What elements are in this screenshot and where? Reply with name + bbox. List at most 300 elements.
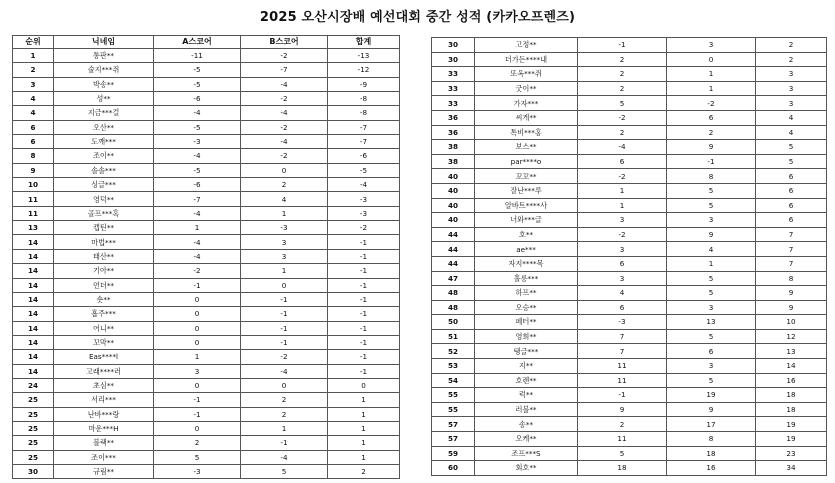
rank-cell: 40 [432,198,475,213]
b-score-cell: 1 [241,421,328,435]
table-row [13,464,400,478]
total-cell: 7 [756,256,827,271]
nickname-cell: 마법*** [54,235,154,249]
rank-cell: 25 [13,393,54,407]
rank-cell: 3 [13,77,54,91]
rank-cell: 52 [432,344,475,359]
a-score-cell: 2 [578,81,667,96]
b-score-cell: -2 [241,92,328,106]
nickname-cell: 오산** [54,120,154,134]
rank-cell: 14 [13,321,54,335]
table-row [432,315,827,330]
rank-cell: 57 [432,417,475,432]
total-cell: 18 [756,388,827,403]
b-score-cell: -3 [241,221,328,235]
table-row [13,221,400,235]
rank-cell: 8 [13,149,54,163]
b-score-cell: 8 [667,169,756,184]
total-cell: -1 [328,235,400,249]
a-score-cell: 11 [578,373,667,388]
b-score-cell: 5 [667,271,756,286]
table-row [432,81,827,96]
a-score-cell: 9 [578,402,667,417]
total-cell: -1 [328,321,400,335]
rank-cell: 57 [432,432,475,447]
a-score-cell: 1 [578,198,667,213]
b-score-cell: 1 [241,206,328,220]
a-score-cell: 11 [578,432,667,447]
nickname-cell: 알바트****사 [475,198,578,213]
total-cell: 8 [756,271,827,286]
table-row [432,329,827,344]
a-score-cell: 4 [578,286,667,301]
b-score-cell: 19 [667,388,756,403]
table-row [13,92,400,106]
b-score-cell: -1 [241,436,328,450]
score-table-left [12,35,400,479]
rank-cell: 11 [13,206,54,220]
b-score-cell: 8 [667,432,756,447]
total-cell: -1 [328,264,400,278]
table-row [432,344,827,359]
nickname-cell: 오승** [475,300,578,315]
table-row [13,235,400,249]
nickname-cell: 싱글*** [54,178,154,192]
rank-cell: 40 [432,169,475,184]
rank-cell: 14 [13,292,54,306]
a-score-cell: 1 [578,183,667,198]
table-row [13,163,400,177]
table-row [13,364,400,378]
nickname-cell: 도깨*** [54,135,154,149]
page-title: 2025 오산시장배 예선대회 중간 성적 (카카오프렌즈) [259,10,576,25]
nickname-cell: 태산** [54,249,154,263]
total-cell: -6 [328,149,400,163]
nickname-cell: 페터** [475,315,578,330]
rank-cell: 36 [432,125,475,140]
nickname-cell: 골프***혹 [54,206,154,220]
b-score-cell: 9 [667,140,756,155]
table-row [432,271,827,286]
a-score-cell: 7 [578,329,667,344]
total-cell: 6 [756,198,827,213]
total-cell: -1 [328,335,400,349]
b-score-cell: -4 [241,364,328,378]
rank-cell: 14 [13,335,54,349]
a-score-cell: 1 [154,221,241,235]
nickname-cell: 하프** [475,286,578,301]
rank-cell: 14 [13,249,54,263]
rank-cell: 44 [432,242,475,257]
header-nickname: 닉네임 [54,36,154,49]
a-score-cell: -7 [154,192,241,206]
a-score-cell: 3 [578,242,667,257]
b-score-cell: 13 [667,315,756,330]
total-cell: 1 [328,393,400,407]
total-cell: 3 [756,81,827,96]
rank-cell: 44 [432,256,475,271]
nickname-cell: ae*** [475,242,578,257]
total-cell: -3 [328,206,400,220]
table-row [432,110,827,125]
header-row [13,36,400,49]
b-score-cell: 6 [667,110,756,125]
table-row [13,393,400,407]
b-score-cell: -4 [241,106,328,120]
b-score-cell: -7 [241,63,328,77]
total-cell: 19 [756,432,827,447]
rank-cell: 40 [432,183,475,198]
rank-cell: 55 [432,388,475,403]
a-score-cell: 18 [578,461,667,476]
rank-cell: 14 [13,264,54,278]
total-cell: 19 [756,417,827,432]
rank-cell: 54 [432,373,475,388]
b-score-cell: -1 [241,292,328,306]
rank-cell: 30 [13,464,54,478]
b-score-cell: 2 [241,178,328,192]
rank-cell: 4 [13,106,54,120]
total-cell: 14 [756,359,827,374]
rank-cell: 25 [13,450,54,464]
rank-cell: 11 [13,192,54,206]
b-score-cell: 2 [241,407,328,421]
b-score-cell: -2 [241,350,328,364]
rank-cell: 1 [13,49,54,63]
table-row [13,149,400,163]
nickname-cell: 조이*** [54,450,154,464]
table-row [432,373,827,388]
nickname-cell: 기아** [54,264,154,278]
rank-cell: 36 [432,110,475,125]
rank-cell: 59 [432,446,475,461]
b-score-cell: 5 [241,464,328,478]
table-row [13,335,400,349]
table-row [432,125,827,140]
a-score-cell: -4 [154,149,241,163]
table-row [13,249,400,263]
b-score-cell: 1 [241,264,328,278]
a-score-cell: -4 [154,206,241,220]
total-cell: 6 [756,213,827,228]
table-row [432,461,827,476]
header-total: 합계 [328,36,400,49]
b-score-cell: -1 [241,321,328,335]
table-row [13,278,400,292]
nickname-cell: 흡주*** [54,307,154,321]
table-row [432,227,827,242]
rank-cell: 55 [432,402,475,417]
table-row [13,307,400,321]
total-cell: -8 [328,92,400,106]
a-score-cell: 6 [578,256,667,271]
nickname-cell: 고정** [475,38,578,53]
total-cell: -1 [328,307,400,321]
a-score-cell: -5 [154,120,241,134]
total-cell: -1 [328,249,400,263]
a-score-cell: 2 [578,125,667,140]
a-score-cell: 3 [578,271,667,286]
table-row [13,407,400,421]
rank-cell: 25 [13,421,54,435]
total-cell: 18 [756,402,827,417]
nickname-cell: 숏** [54,292,154,306]
a-score-cell: -3 [578,315,667,330]
b-score-cell: 1 [667,81,756,96]
rank-cell: 24 [13,378,54,392]
a-score-cell: 6 [578,300,667,315]
total-cell: 5 [756,154,827,169]
table-row [13,206,400,220]
nickname-cell: 초심** [54,378,154,392]
total-cell: -1 [328,350,400,364]
total-cell: -3 [328,192,400,206]
rank-cell: 14 [13,350,54,364]
nickname-cell: Eas****l [54,350,154,364]
b-score-cell: 9 [667,227,756,242]
b-score-cell: 1 [667,67,756,82]
a-score-cell: -2 [578,110,667,125]
a-score-cell: -2 [154,264,241,278]
rank-cell: 60 [432,461,475,476]
rank-cell: 6 [13,135,54,149]
nickname-cell: 지금***걸 [54,106,154,120]
b-score-cell: 2 [241,393,328,407]
table-row [13,264,400,278]
a-score-cell: -4 [578,140,667,155]
rank-cell: 38 [432,154,475,169]
nickname-cell: 술지***쥐 [54,63,154,77]
table-row [432,432,827,447]
nickname-cell: 톡비***홍 [475,125,578,140]
table-row [13,63,400,77]
nickname-cell: 조프***S [475,446,578,461]
table-row [432,242,827,257]
table-row [432,213,827,228]
rank-cell: 4 [13,92,54,106]
table-row [13,120,400,134]
b-score-cell: 3 [667,38,756,53]
table-row [13,192,400,206]
rank-cell: 10 [13,178,54,192]
b-score-cell: 0 [241,278,328,292]
table-row [432,52,827,67]
table-row [432,140,827,155]
total-cell: 34 [756,461,827,476]
table-row [432,256,827,271]
table-row [13,436,400,450]
total-cell: 1 [328,407,400,421]
total-cell: 7 [756,227,827,242]
a-score-cell: 6 [578,154,667,169]
b-score-cell: 4 [241,192,328,206]
a-score-cell: -5 [154,63,241,77]
rank-cell: 33 [432,67,475,82]
a-score-cell: 1 [154,350,241,364]
nickname-cell: 성** [54,92,154,106]
nickname-cell: 또옥***쥐 [475,67,578,82]
nickname-cell: 어니** [54,321,154,335]
b-score-cell: 0 [241,378,328,392]
b-score-cell: 0 [667,52,756,67]
total-cell: 6 [756,183,827,198]
a-score-cell: 7 [578,344,667,359]
rank-cell: 40 [432,213,475,228]
a-score-cell: -4 [154,249,241,263]
score-table-right [431,37,827,476]
table-row [13,135,400,149]
a-score-cell: 0 [154,378,241,392]
b-score-cell: -4 [241,77,328,91]
b-score-cell: 5 [667,198,756,213]
b-score-cell: 3 [667,359,756,374]
total-cell: 7 [756,242,827,257]
b-score-cell: 6 [667,344,756,359]
nickname-cell: 솔솔*** [54,163,154,177]
rank-cell: 14 [13,307,54,321]
nickname-cell: 잘난***루 [475,183,578,198]
total-cell: 9 [756,300,827,315]
rank-cell: 13 [13,221,54,235]
table-row [13,378,400,392]
rank-cell: 47 [432,271,475,286]
a-score-cell: 0 [154,321,241,335]
nickname-cell: 블랙** [54,436,154,450]
total-cell: -2 [328,221,400,235]
a-score-cell: -1 [578,388,667,403]
a-score-cell: 5 [154,450,241,464]
table-row [13,350,400,364]
table-row [13,421,400,435]
a-score-cell: -6 [154,92,241,106]
table-row [432,169,827,184]
rank-cell: 14 [13,364,54,378]
a-score-cell: -1 [578,38,667,53]
a-score-cell: 0 [154,292,241,306]
b-score-cell: -1 [667,154,756,169]
total-cell: -13 [328,49,400,63]
a-score-cell: -6 [154,178,241,192]
nickname-cell: 영덕** [54,192,154,206]
b-score-cell: -2 [241,120,328,134]
table-row [13,450,400,464]
rank-cell: 14 [13,278,54,292]
a-score-cell: 2 [578,52,667,67]
total-cell: 13 [756,344,827,359]
b-score-cell: 16 [667,461,756,476]
nickname-cell: 자지****목 [475,256,578,271]
nickname-cell: 규림** [54,464,154,478]
nickname-cell: 탱글*** [475,344,578,359]
table-row [13,178,400,192]
header-a-score: A스코어 [154,36,241,49]
total-cell: 12 [756,329,827,344]
a-score-cell: 2 [578,67,667,82]
table-row [13,77,400,91]
nickname-cell: 캡틴** [54,221,154,235]
nickname-cell: 난바***랑 [54,407,154,421]
a-score-cell: 3 [578,213,667,228]
rank-cell: 6 [13,120,54,134]
nickname-cell: 송** [475,417,578,432]
table-row [13,292,400,306]
b-score-cell: 0 [241,163,328,177]
total-cell: 1 [328,450,400,464]
nickname-cell: 오케** [475,432,578,447]
total-cell: 1 [328,421,400,435]
a-score-cell: -4 [154,106,241,120]
b-score-cell: 5 [667,329,756,344]
total-cell: 1 [328,436,400,450]
b-score-cell: 1 [667,256,756,271]
b-score-cell: -2 [241,149,328,163]
table-row [432,183,827,198]
nickname-cell: 통판** [54,49,154,63]
a-score-cell: -3 [154,135,241,149]
a-score-cell: -1 [154,407,241,421]
table-row [13,106,400,120]
rank-cell: 51 [432,329,475,344]
nickname-cell: 굿이** [475,81,578,96]
total-cell: 6 [756,169,827,184]
total-cell: 5 [756,140,827,155]
total-cell: -1 [328,278,400,292]
total-cell: -4 [328,178,400,192]
a-score-cell: 0 [154,307,241,321]
total-cell: 3 [756,67,827,82]
a-score-cell: -5 [154,77,241,91]
nickname-cell: 마운***H [54,421,154,435]
nickname-cell: 호** [475,227,578,242]
a-score-cell: -3 [154,464,241,478]
rank-cell: 30 [432,38,475,53]
nickname-cell: 가자*** [475,96,578,111]
nickname-cell: 고래****러 [54,364,154,378]
rank-cell: 48 [432,286,475,301]
total-cell: 2 [756,52,827,67]
table-row [432,38,827,53]
b-score-cell: 18 [667,446,756,461]
total-cell: -1 [328,364,400,378]
total-cell: -5 [328,163,400,177]
rank-cell: 2 [13,63,54,77]
rank-cell: 25 [13,407,54,421]
nickname-cell: 꼬막** [54,335,154,349]
total-cell: -7 [328,120,400,134]
nickname-cell: 너와***글 [475,213,578,228]
total-cell: 23 [756,446,827,461]
rank-cell: 9 [13,163,54,177]
nickname-cell: par****o [475,154,578,169]
a-score-cell: -5 [154,163,241,177]
rank-cell: 33 [432,81,475,96]
nickname-cell: 호렌** [475,373,578,388]
a-score-cell: 11 [578,359,667,374]
rank-cell: 44 [432,227,475,242]
b-score-cell: 3 [241,249,328,263]
b-score-cell: -1 [241,307,328,321]
a-score-cell: 3 [154,364,241,378]
b-score-cell: 3 [667,300,756,315]
a-score-cell: -2 [578,227,667,242]
a-score-cell: 5 [578,96,667,111]
a-score-cell: 5 [578,446,667,461]
b-score-cell: -2 [667,96,756,111]
nickname-cell: 홀릉*** [475,271,578,286]
nickname-cell: 지** [475,359,578,374]
table-row [432,154,827,169]
b-score-cell: 5 [667,373,756,388]
